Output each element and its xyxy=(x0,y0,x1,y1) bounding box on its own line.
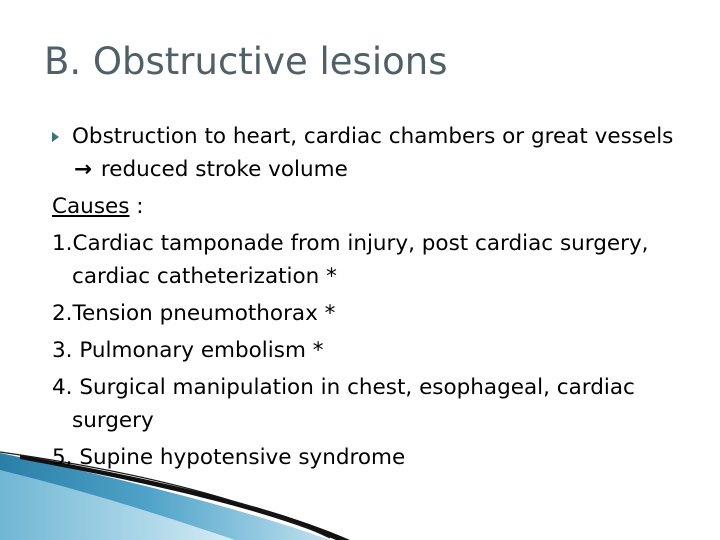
cause-item: 2.Tension pneumothorax * xyxy=(52,301,336,326)
causes-suffix: : xyxy=(129,194,144,219)
causes-label: Causes xyxy=(52,194,130,219)
triangle-bullet-icon xyxy=(52,132,59,142)
cause-item: 4. Surgical manipulation in chest, esophageal, cardiac surgery xyxy=(52,375,635,433)
bullet-text-after-arrow: reduced stroke volume xyxy=(100,157,348,182)
bullet-paragraph xyxy=(52,120,692,186)
causes-heading xyxy=(52,190,692,223)
cause-item: 1.Cardiac tamponade from injury, post cardiac surgery, cardiac catheterization * xyxy=(52,231,649,289)
slide-body xyxy=(52,120,692,478)
arrow-right-icon: → xyxy=(74,157,93,182)
bullet-text: Obstruction to heart, cardiac chambers or great vessels xyxy=(72,124,674,149)
cause-item: 3. Pulmonary embolism * xyxy=(52,338,324,363)
cause-item: 5. Supine hypotensive syndrome xyxy=(52,445,406,470)
slide-title: B. Obstructive lesions xyxy=(44,40,448,83)
